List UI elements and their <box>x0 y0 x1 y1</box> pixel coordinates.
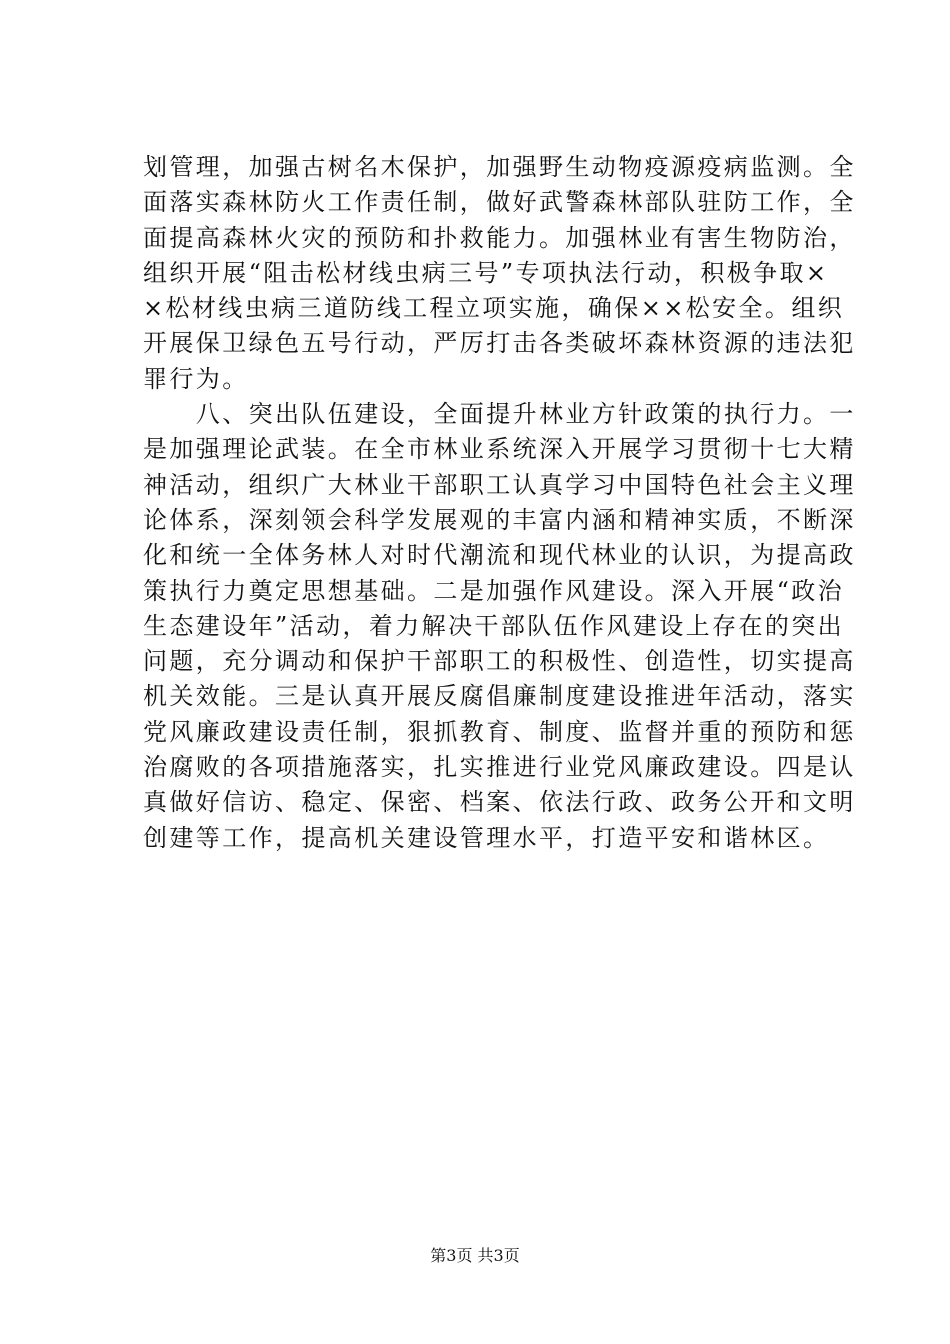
text-line: 组织开展“阻击松材线虫病三号”专项执法行动，积极争取× <box>143 258 829 287</box>
text-line: 治腐败的各项措施落实，扎实推进行业党风廉政建设。四是认 <box>143 753 856 782</box>
text-line: 策执行力奠定思想基础。二是加强作风建设。深入开展“政治 <box>143 576 845 605</box>
text-line: 是加强理论武装。在全市林业系统深入开展学习贯彻十七大精 <box>143 435 856 464</box>
text-line: 生态建设年”活动，着力解决干部队伍作风建设上存在的突出 <box>143 611 845 640</box>
text-line: ×松材线虫病三道防线工程立项实施，确保××松安全。组织 <box>143 294 845 323</box>
text-line: 真做好信访、稳定、保密、档案、依法行政、政务公开和文明 <box>143 788 856 817</box>
page-number-footer: 第3页 共3页 <box>430 1246 520 1265</box>
text-line: 面提高森林火灾的预防和扑救能力。加强林业有害生物防治， <box>143 223 856 252</box>
text-line: 神活动，组织广大林业干部职工认真学习中国特色社会主义理 <box>143 470 856 499</box>
text-line: 机关效能。三是认真开展反腐倡廉制度建设推进年活动，落实 <box>143 682 856 711</box>
text-line: 开展保卫绿色五号行动，严厉打击各类破坏森林资源的违法犯 <box>143 329 856 358</box>
text-line: 创建等工作，提高机关建设管理水平，打造平安和谐林区。 <box>143 823 830 852</box>
text-line: 化和统一全体务林人对时代潮流和现代林业的认识，为提高政 <box>143 541 856 570</box>
text-line: 八、突出队伍建设，全面提升林业方针政策的执行力。一 <box>143 400 856 429</box>
body-text <box>143 150 856 856</box>
text-line: 面落实森林防火工作责任制，做好武警森林部队驻防工作，全 <box>143 188 856 217</box>
text-line: 罪行为。 <box>143 364 249 393</box>
text-line: 党风廉政建设责任制，狠抓教育、制度、监督并重的预防和惩 <box>143 717 856 746</box>
text-line: 划管理，加强古树名木保护，加强野生动物疫源疫病监测。全 <box>143 153 856 181</box>
text-line: 论体系，深刻领会科学发展观的丰富内涵和精神实质，不断深 <box>143 505 856 534</box>
text-line: 问题，充分调动和保护干部职工的积极性、创造性，切实提高 <box>143 647 856 676</box>
